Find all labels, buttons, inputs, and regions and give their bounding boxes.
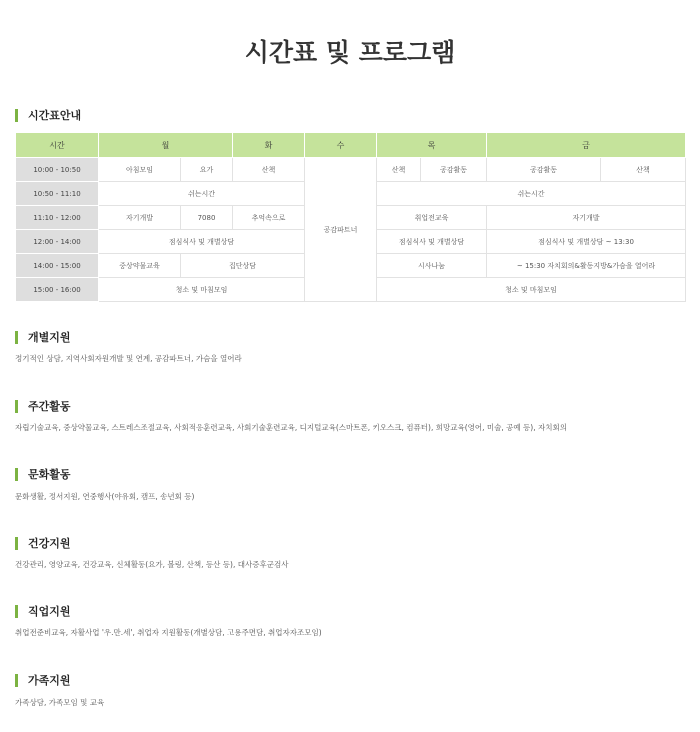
cell: 취업전교육 [377,206,487,230]
cell: 추억속으로 [233,206,305,230]
time-cell: 10:50 - 11:10 [16,182,99,206]
time-cell: 11:10 - 12:00 [16,206,99,230]
wed-cell: 공감파트너 [305,158,377,302]
cell: 청소 및 마침모임 [377,278,686,302]
section-desc-individual: 정기적인 상담, 지역사회자원개발 및 연계, 공감파트너, 가슴을 열어라 [15,354,242,363]
cell: 중상약물교육 [99,254,181,278]
section-heading-health: 건강지원 [15,537,71,550]
table-row [16,158,686,182]
section-heading-job: 직업지원 [15,605,71,618]
cell: 자기개발 [487,206,686,230]
timetable-header-row [16,133,686,158]
cell: 공감활동 [421,158,487,182]
cell: 점심식사 및 개별상담 [377,230,487,254]
header-time: 시간 [16,133,99,158]
cell: 쉬는시간 [377,182,686,206]
cell: 쉬는시간 [99,182,305,206]
cell: 산책 [377,158,421,182]
cell: 점심식사 및 개별상담 ~ 13:30 [487,230,686,254]
time-cell: 15:00 - 16:00 [16,278,99,302]
section-heading-culture: 문화활동 [15,468,71,481]
header-mon: 월 [99,133,233,158]
section-heading-family: 가족지원 [15,674,71,687]
section-desc-health: 건강관리, 영양교육, 건강교육, 신체활동(요가, 볼링, 산책, 등산 등), 대사증후군검사 [15,560,289,569]
header-thu: 목 [377,133,487,158]
time-cell: 12:00 - 14:00 [16,230,99,254]
cell: 자기개발 [99,206,181,230]
cell: 산책 [233,158,305,182]
header-wed: 수 [305,133,377,158]
time-cell: 14:00 - 15:00 [16,254,99,278]
cell: 점심식사 및 개별상담 [99,230,305,254]
section-heading-individual: 개별지원 [15,331,71,344]
section-desc-daytime: 자립기술교육, 중상약물교육, 스트레스조절교육, 사회적응훈련교육, 사회기술훈련교육, 디지털교육(스마트폰, 키오스크, 컴퓨터), 희망교육(영어, 미술, 공예 등), 자치회의 [15,423,567,432]
page-title: 시간표 및 프로그램 [244,38,456,67]
section-desc-family: 가족상담, 가족모임 및 교육 [15,698,105,707]
cell: 요가 [181,158,233,182]
cell: 시사나눔 [377,254,487,278]
time-cell: 10:00 - 10:50 [16,158,99,182]
section-desc-culture: 문화생활, 정서지원, 연중행사(야유회, 캠프, 송년회 등) [15,492,195,501]
cell: 집단상담 [181,254,305,278]
header-fri: 금 [487,133,686,158]
section-heading-daytime: 주간활동 [15,400,71,413]
header-tue: 화 [233,133,305,158]
cell: 7080 [181,206,233,230]
cell: ~ 15:30 자치회의&활동지방&가슴을 열어라 [487,254,686,278]
timetable-heading: 시간표안내 [15,109,81,122]
cell: 산책 [601,158,686,182]
section-desc-job: 취업전준비교육, 자활사업 '우.만.세', 취업자 지원활동(개별상담, 고용주면담, 취업자자조모임) [15,628,322,637]
timetable [15,132,686,302]
cell: 아침모임 [99,158,181,182]
cell: 공감활동 [487,158,601,182]
cell: 청소 및 마침모임 [99,278,305,302]
